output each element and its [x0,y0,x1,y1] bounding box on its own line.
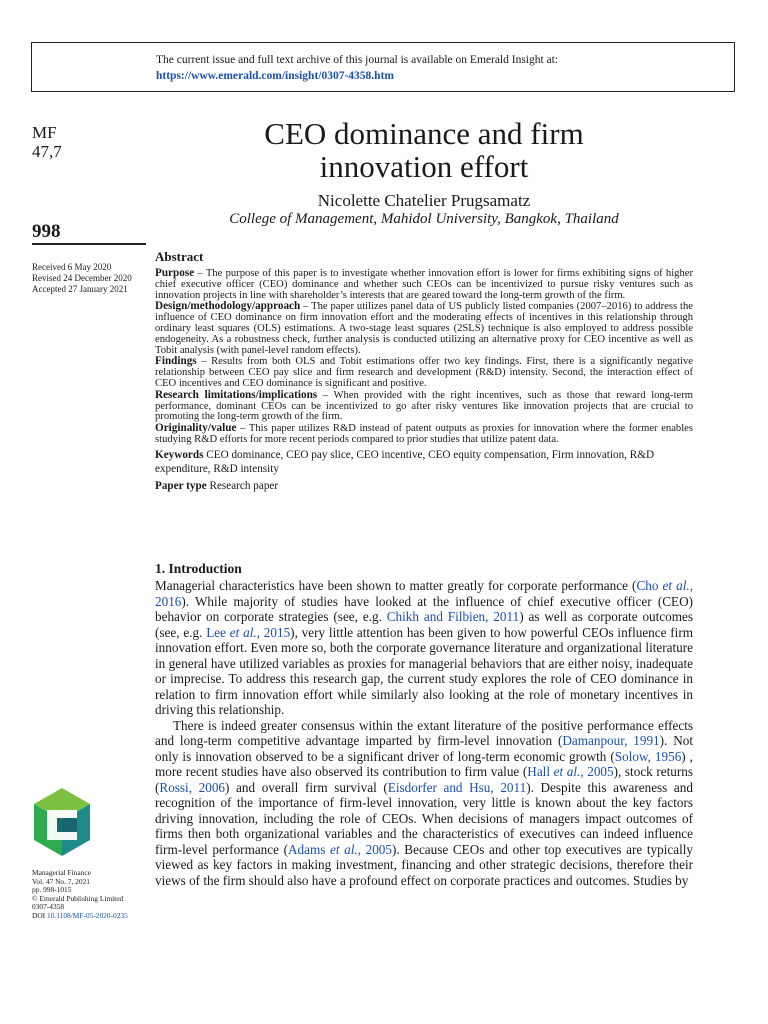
section-label: Purpose [155,267,195,279]
revised-date: Revised 24 December 2020 [32,273,132,284]
title-line-2: innovation effort [319,149,529,184]
page-number: 998 [32,221,61,242]
emerald-logo-icon [31,786,93,858]
abstract [155,249,693,492]
section-label: Design/methodology/approach [155,300,301,313]
abstract-limitations [155,390,693,423]
keywords-text: CEO dominance, CEO pay slice, CEO incentive, CEO equity compensation, Firm innovation, R&D expenditure, R&D intensity [155,448,655,475]
pub-line: Vol. 47 No. 7, 2021 [32,876,90,886]
author-name: Nicolette Chatelier Prugsamatz [317,191,531,210]
page-number-rule [32,243,146,245]
abstract-purpose [155,268,693,301]
body-text: ). Despite this awareness and recognition of the importance of firm-level innovation, very little is known about the key factors driving innovation, including the role of CEOs. When decisions of managers impact outcomes of firms then both organizational variables and the characteristics of executives can indeed influence firm-level performance ( [155,779,693,857]
section-label: Findings [155,355,197,368]
keywords [155,448,693,476]
section-label: Research limitations/implications [155,388,318,401]
section-text: – Results from both OLS and Tobit estimations offer two key findings. First, there is a significantly negative relationship between CEO pay slice and firm research and development (R&D) intensity. Second, the interaction effect of CEO incentives and CEO dominance is significant and positive. [155,356,693,389]
body-text: ), stock returns ( [155,764,694,795]
journal-notice-box [31,42,735,92]
received-date: Received 6 May 2020 [32,262,112,272]
citation-link-eisdorfer[interactable]: Eisdorfer and Hsu, 2011 [387,779,527,795]
volume-issue: 47,7 [32,142,62,161]
pub-line: Managerial Finance [32,868,91,877]
section-label: Originality/value [155,422,237,435]
body-text: ) as well as corporate outcomes (see, e.g. [155,609,693,640]
title-line-1: CEO dominance and firm [264,116,584,151]
introduction-section [155,561,693,888]
intro-paragraph-2 [155,718,693,889]
pub-line: © Emerald Publishing Limited [32,893,124,903]
citation-link-hall[interactable]: Hall et al., 2005 [527,764,614,779]
abstract-design [155,301,693,356]
section-text: – This paper utilizes R&D instead of patent outputs as proxies for innovation where the former enables studying R&D efforts for more recent periods compared to prior studies that utilize patent data. [155,423,693,445]
abstract-findings [155,356,693,389]
body-text: ) and overall firm survival ( [225,779,388,795]
notice-text: The current issue and full text archive of this journal is available on Emerald Insight at: [156,54,559,66]
paper-type-text: Research paper [206,479,279,492]
doi-line [32,912,128,921]
body-text: ). Because CEOs and other top executives are typically viewed as key factors in making investment, financing and other strategic decisions, therefore their views of the firm should also have a profound effect on corporate practices and outcomes. Studies by [155,841,693,888]
body-text: Managerial characteristics have been shown to matter greatly for corporate performance ( [155,578,637,593]
citation-link-rossi[interactable]: Rossi, 2006 [159,779,226,795]
citation-link-damanpour[interactable]: Damanpour, 1991 [562,733,660,748]
paper-type [155,480,693,492]
citation-link-solow[interactable]: Solow, 1956 [614,748,682,764]
body-text: There is indeed greater consensus within the extant literature of the positive performance effects and long-term competitive advantage imparted by firm-level innovation ( [155,717,693,748]
author-affiliation: College of Management, Mahidol University, Bangkok, Thailand [229,211,619,227]
journal-url-link[interactable]: https://www.emerald.com/insight/0307-4358.htm [156,70,394,82]
journal-code [32,123,62,161]
body-text: ), very little attention has been given to how powerful CEOs influence firm innovation effort. Even more so, both the corporate governance literature and organizational literature in general have utilized variables as proxies for managerial behaviors that are either noisy, inadequate or imprecise. To address this research gap, the current study explores the role of CEO dominance in relation to firm innovation effort while similarly also looking at the role of monetary incentives in driving this relationship. [155,624,693,717]
journal-abbrev: MF [32,123,57,142]
body-text: ). Not only is innovation observed to be a significant driver of long-term economic growth ( [155,733,693,764]
intro-paragraph-1 [155,578,693,718]
introduction-heading: 1. Introduction [155,561,242,576]
paper-type-label: Paper type [155,479,207,492]
citation-link-chikh[interactable]: Chikh and Filbien, 2011 [386,609,520,624]
abstract-originality [155,423,693,446]
logo-inner-shade [57,818,77,832]
doi-link[interactable]: 10.1108/MF-05-2020-0235 [47,910,128,920]
history-dates [32,262,132,296]
pub-line: pp. 998-1015 [32,885,72,895]
body-text: ) , more recent studies have also observed its contribution to firm value ( [155,748,693,779]
article-title [155,117,693,183]
section-text: – The purpose of this paper is to investigate whether innovation effort is lower for firms exhibiting signs of higher chief executive officer (CEO) dominance and whether such CEOs can be incentivized to pursue risky ventures such as innovation projects in line with shareholder’s interests that are geared toward the long-term growth of the firm. [155,268,693,301]
section-text: – When provided with the right incentives, such as those that reward long-term performance, dominant CEOs can be incentivized to go after risky ventures like innovation projects that are crucial to promoting the long-term growth of the firm. [155,389,693,423]
citation-link-adams[interactable]: Adams et al., 2005 [288,841,392,857]
pub-line: 0307-4358 [32,902,65,912]
citation-link-lee[interactable]: Lee et al., 2015 [206,624,291,640]
citation-link-cho[interactable]: Cho et al., 2016 [155,578,693,609]
abstract-heading: Abstract [155,249,204,264]
section-text: – The paper utilizes panel data of US publicly listed companies (2007–2016) to address the influence of CEO dominance on firm innovation effort and the moderating effects of incentives in this relationship through ordinary least squares (OLS) estimations. A two-stage least squares (2SLS) technique is also employed to address possible endogeneity. As a robustness check, further analysis is conducted utilizing an alternative proxy for CEO incentive as well as Tobit analysis (with panel-level random effects). [155,301,693,356]
accepted-date: Accepted 27 January 2021 [32,284,128,295]
publication-info [32,869,128,921]
body-text: ). While majority of studies have looked at the influence of chief executive officer (CEO) behavior on corporate strategies (see, e.g. [155,593,693,624]
doi-label: DOI [32,910,46,920]
keywords-label: Keywords [155,448,204,461]
